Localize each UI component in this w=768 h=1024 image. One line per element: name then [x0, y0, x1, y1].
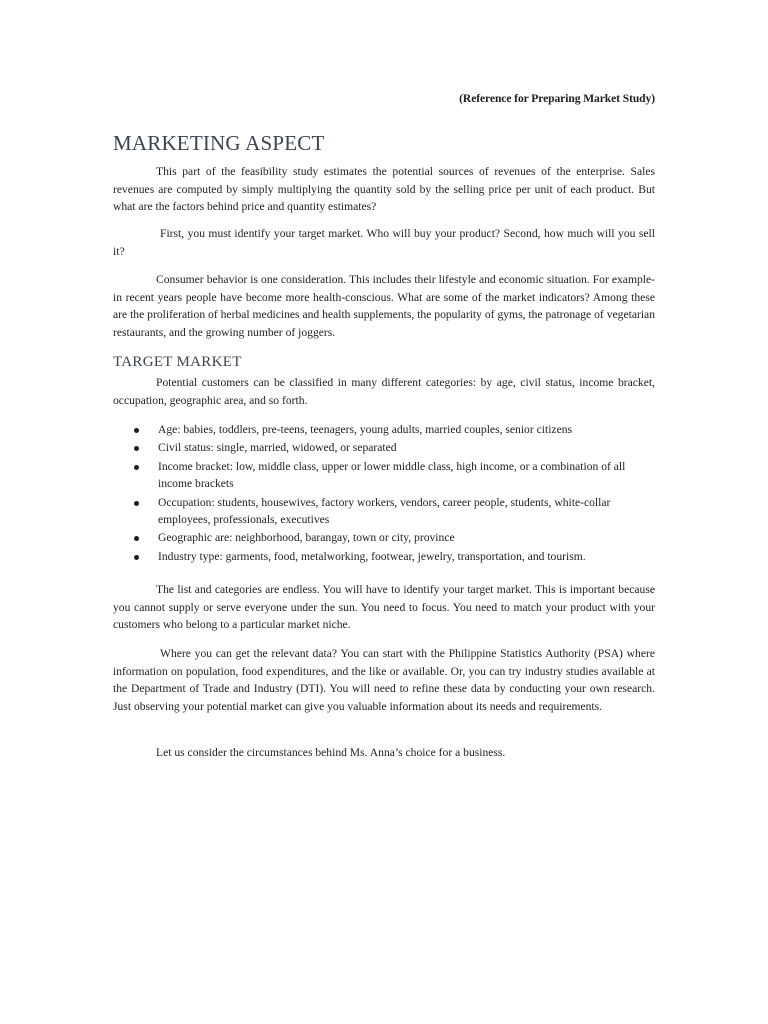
anna-circumstances-paragraph: Let us consider the circumstances behind Ms. Anna’s choice for a business.	[156, 746, 506, 759]
list-item	[113, 548, 655, 565]
list-item-text: Civil status: single, married, widowed, or separated	[158, 441, 397, 455]
relevant-data-paragraph: Where you can get the relevant data? You can start with the Philippine Statistics Authority (PSA) where information on population, food expenditures, and the like or available. Or, you can try industry studies available at the Department of Trade and Industry (DTI). You will need to refine these data by conducting your own research. Just observing your potential market can give you valuable information about its needs and requirements.	[113, 647, 655, 714]
intro-paragraph: This part of the feasibility study estimates the potential sources of revenues of the enterprise. Sales revenues are computed by simply multiplying the quantity sold by the selling price per unit of each product. But what are the factors behind price and quantity estimates?	[113, 165, 655, 214]
endless-list-paragraph: The list and categories are endless. You will have to identify your target market. This is important because you cannot supply or serve everyone under the sun. You need to focus. You need to match your product with your customers who belong to a particular market niche.	[113, 583, 655, 632]
bullet-icon	[134, 555, 139, 560]
list-item	[113, 439, 655, 456]
section-title-target-market: TARGET MARKET	[113, 354, 242, 370]
list-item	[113, 458, 655, 493]
list-item-text: Occupation: students, housewives, factory workers, vendors, career people, students, white-collar employees, professionals, executives	[158, 495, 611, 527]
list-item-text: Age: babies, toddlers, pre-teens, teenagers, young adults, married couples, senior citizens	[158, 423, 573, 436]
document-page	[113, 0, 655, 1024]
list-item	[113, 529, 655, 546]
bullet-icon	[134, 465, 139, 470]
target-question-paragraph: First, you must identify your target market. Who will buy your product? Second, how much will you sell it?	[113, 227, 655, 258]
page-title: MARKETING ASPECT	[113, 131, 325, 155]
target-market-intro-paragraph: Potential customers can be classified in many different categories: by age, civil status, income bracket, occupation, geographic area, and so forth.	[113, 376, 655, 407]
bullet-icon	[134, 446, 139, 451]
customer-categories-list	[113, 421, 655, 566]
list-item-text: Income bracket: low, middle class, upper or lower middle class, high income, or a combination of all income brackets	[158, 459, 626, 491]
bullet-icon	[134, 501, 139, 506]
consumer-behavior-paragraph: Consumer behavior is one consideration. This includes their lifestyle and economic situation. For example-in recent years people have become more health-conscious. What are some of the market indicators? Among these are the proliferation of herbal medicines and health supplements, the popularity of gyms, the patronage of vegetarian restaurants, and the growing number of joggers.	[113, 273, 655, 340]
list-item-text: Geographic are: neighborhood, barangay, town or city, province	[158, 531, 455, 545]
list-item	[113, 421, 655, 438]
bullet-icon	[134, 536, 139, 541]
reference-note: (Reference for Preparing Market Study)	[459, 92, 655, 105]
bullet-icon	[134, 428, 139, 433]
list-item-text: Industry type: garments, food, metalworking, footwear, jewelry, transportation, and tourism.	[158, 549, 586, 563]
list-item	[113, 494, 655, 529]
